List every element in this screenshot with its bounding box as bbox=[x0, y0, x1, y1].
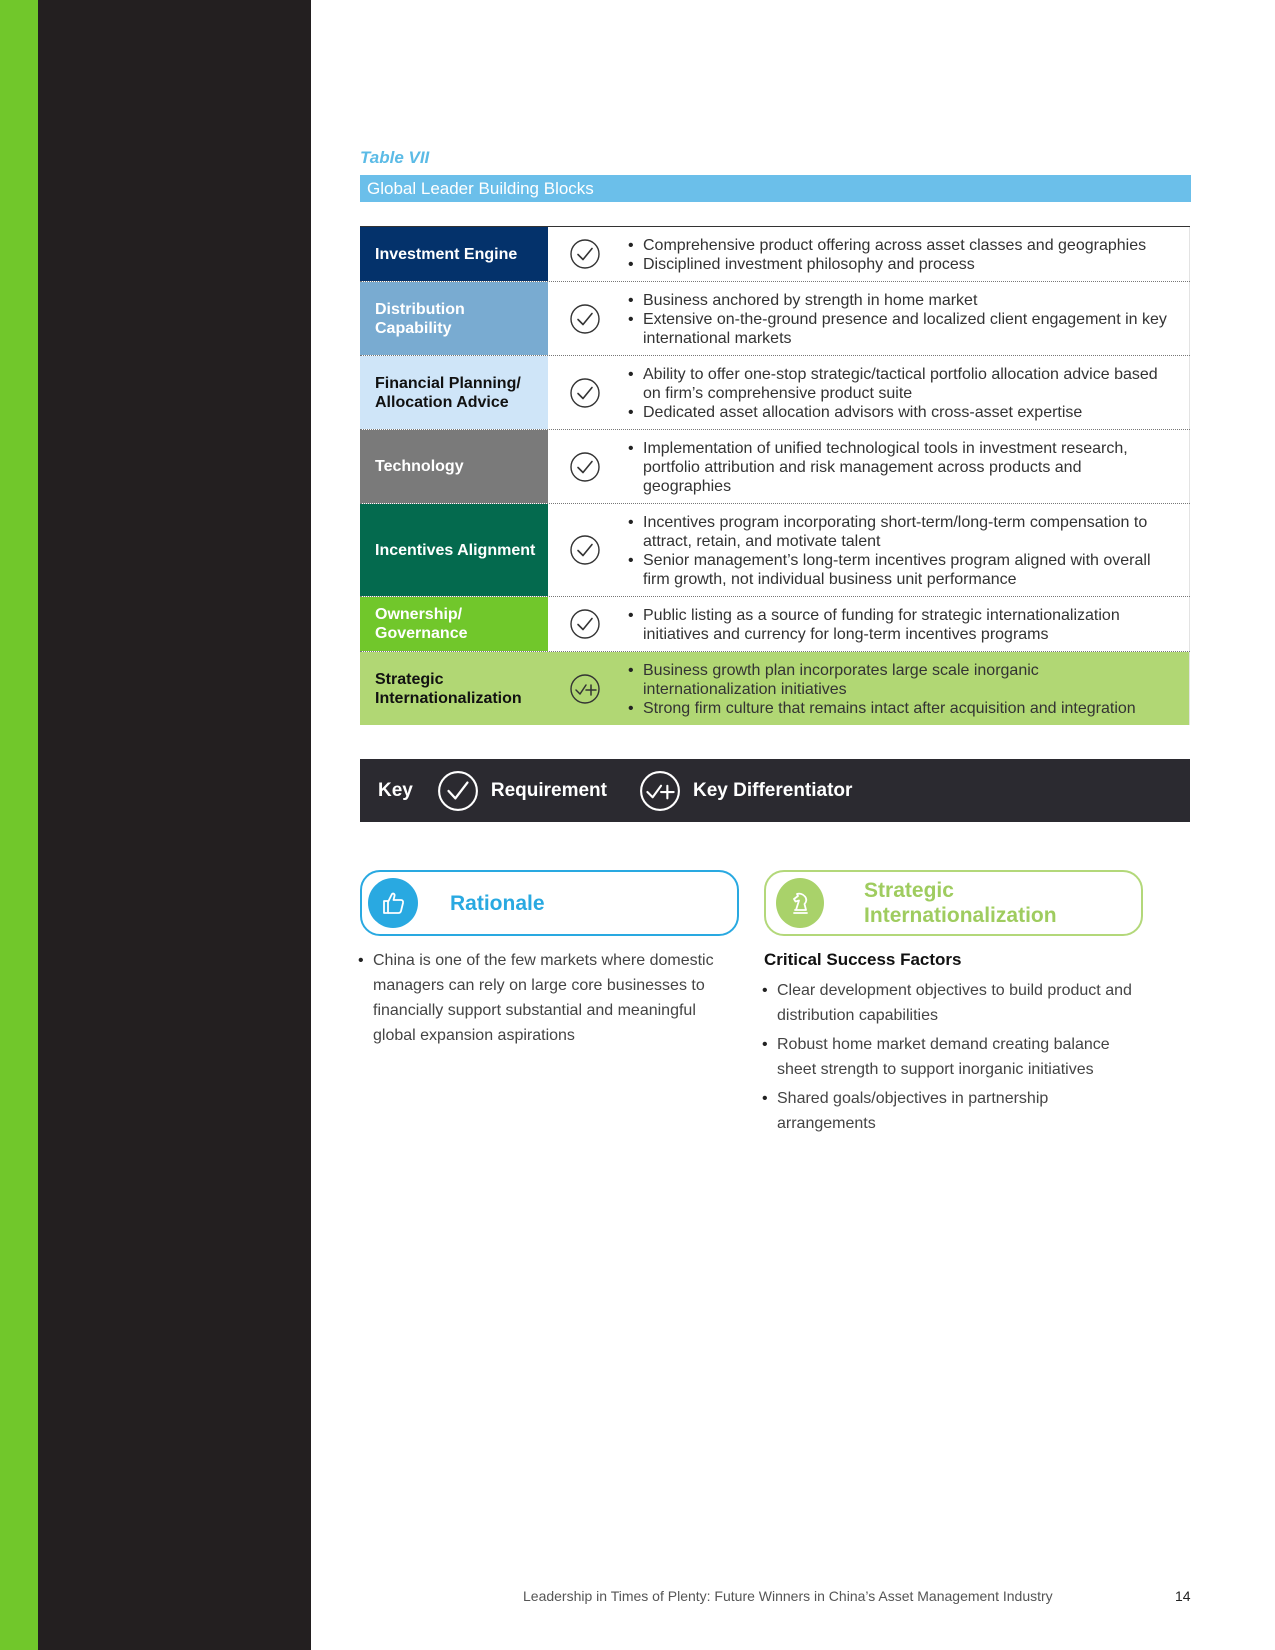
key-title: Key bbox=[378, 779, 413, 801]
row-bullet-list bbox=[622, 227, 1190, 281]
list-item: • Senior management’s long-term incentives program aligned with overall firm growth, not individual business unit performance bbox=[628, 551, 1171, 589]
check-circle-icon bbox=[548, 430, 622, 503]
row-label: Financial Planning/ Allocation Advice bbox=[360, 356, 548, 429]
row-label: Investment Engine bbox=[360, 227, 548, 281]
page-number: 14 bbox=[1175, 1588, 1191, 1604]
rationale-bullet-list bbox=[358, 948, 738, 1052]
check-circle-icon bbox=[548, 282, 622, 355]
table-row bbox=[360, 652, 1190, 725]
row-label: Incentives Alignment bbox=[360, 504, 548, 596]
table-title: Global Leader Building Blocks bbox=[360, 175, 1191, 202]
check-circle-icon bbox=[548, 597, 622, 651]
rationale-header bbox=[360, 870, 739, 936]
rationale-title: Rationale bbox=[450, 891, 545, 915]
list-item: • Shared goals/objectives in partnership arrangements bbox=[762, 1086, 1146, 1136]
key-requirement-label: Requirement bbox=[490, 779, 607, 801]
list-item: • Clear development objectives to build product and distribution capabilities bbox=[762, 978, 1146, 1028]
list-item: • China is one of the few markets where domestic managers can rely on large core businesses to financially support substantial and meaningful global expansion aspirations bbox=[358, 948, 738, 1048]
building-blocks-table bbox=[360, 226, 1190, 725]
list-item: • Business anchored by strength in home market bbox=[628, 291, 1171, 310]
strategic-title: Strategic Internationalization bbox=[864, 879, 1057, 927]
row-bullet-list bbox=[622, 652, 1190, 725]
check-circle-icon bbox=[437, 770, 479, 812]
key-differentiator-label: Key Differentiator bbox=[693, 779, 853, 801]
check-circle-icon bbox=[548, 504, 622, 596]
list-item: • Extensive on-the-ground presence and localized client engagement in key international markets bbox=[628, 310, 1171, 348]
row-label: Ownership/ Governance bbox=[360, 597, 548, 651]
list-item: • Robust home market demand creating balance sheet strength to support inorganic initiatives bbox=[762, 1032, 1146, 1082]
list-item: • Ability to offer one-stop strategic/tactical portfolio allocation advice based on firm’s comprehensive product suite bbox=[628, 365, 1171, 403]
list-item: • Dedicated asset allocation advisors with cross-asset expertise bbox=[628, 403, 1171, 422]
key-legend bbox=[360, 759, 1190, 822]
table-row bbox=[360, 227, 1190, 282]
thumbs-up-icon bbox=[368, 878, 418, 928]
check-circle-icon bbox=[548, 356, 622, 429]
table-row bbox=[360, 430, 1190, 504]
row-bullet-list bbox=[622, 597, 1190, 651]
row-label: Strategic Internationalization bbox=[360, 652, 548, 725]
list-item: • Comprehensive product offering across asset classes and geographies bbox=[628, 236, 1171, 255]
row-bullet-list bbox=[622, 430, 1190, 503]
list-item: • Incentives program incorporating short-term/long-term compensation to attract, retain, and motivate talent bbox=[628, 513, 1171, 551]
critical-success-factors-heading: Critical Success Factors bbox=[764, 950, 962, 969]
row-bullet-list bbox=[622, 504, 1190, 596]
list-item: • Implementation of unified technological tools in investment research, portfolio attribution and risk management across products and geographies bbox=[628, 439, 1171, 496]
chess-knight-icon bbox=[776, 878, 824, 928]
list-item: • Strong firm culture that remains intact after acquisition and integration bbox=[628, 699, 1171, 718]
check-plus-circle-icon bbox=[639, 770, 681, 812]
left-green-strip bbox=[0, 0, 38, 1650]
row-label: Distribution Capability bbox=[360, 282, 548, 355]
list-item: • Public listing as a source of funding for strategic internationalization initiatives and currency for long-term incentives programs bbox=[628, 606, 1171, 644]
row-label: Technology bbox=[360, 430, 548, 503]
table-row bbox=[360, 504, 1190, 597]
check-circle-icon bbox=[548, 227, 622, 281]
list-item: • Disciplined investment philosophy and process bbox=[628, 255, 1171, 274]
footer-text: Leadership in Times of Plenty: Future Winners in China’s Asset Management Industry bbox=[523, 1588, 1053, 1604]
table-row bbox=[360, 282, 1190, 356]
table-row bbox=[360, 597, 1190, 652]
table-row bbox=[360, 356, 1190, 430]
row-bullet-list bbox=[622, 282, 1190, 355]
critical-success-factors-list bbox=[762, 978, 1146, 1140]
left-dark-band bbox=[38, 0, 311, 1650]
table-label: Table VII bbox=[360, 148, 430, 167]
row-bullet-list bbox=[622, 356, 1190, 429]
check-plus-circle-icon bbox=[548, 652, 622, 725]
strategic-header bbox=[764, 870, 1143, 936]
list-item: • Business growth plan incorporates large scale inorganic internationalization initiatives bbox=[628, 661, 1171, 699]
